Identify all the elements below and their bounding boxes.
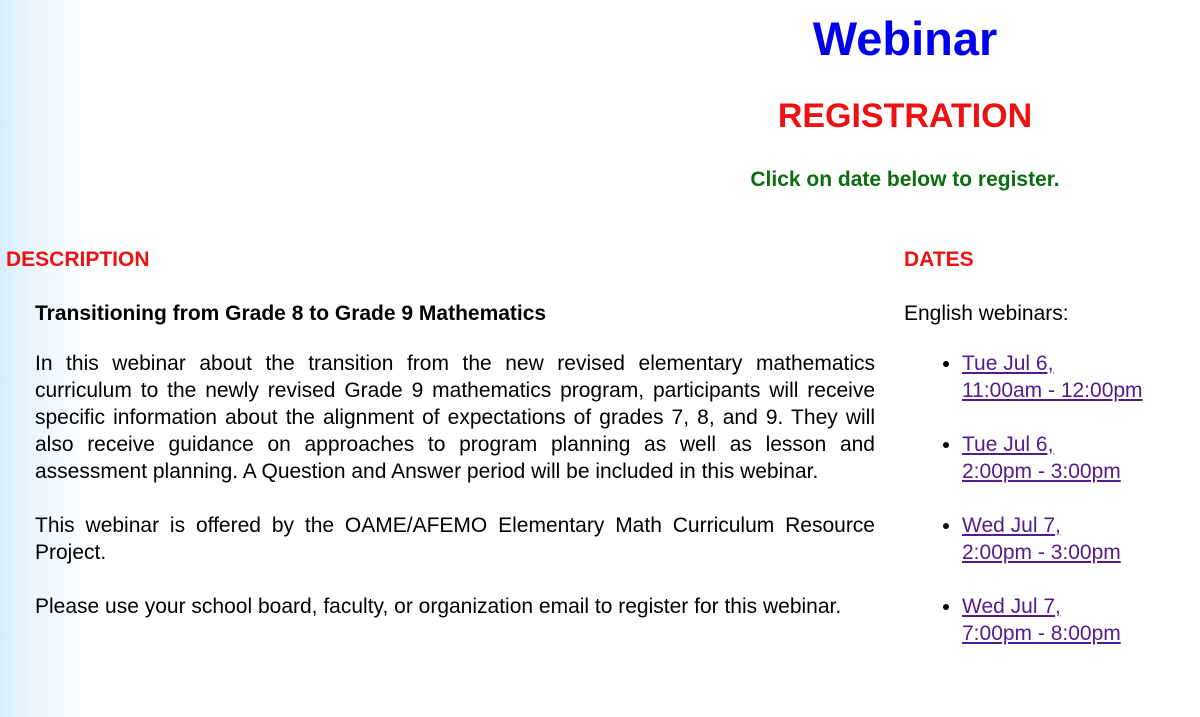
session-day: Tue Jul 6,	[962, 352, 1054, 375]
session-day: Tue Jul 6,	[962, 433, 1054, 456]
session-link[interactable]	[962, 352, 1143, 402]
list-item	[962, 350, 1174, 404]
dates-heading: DATES	[904, 248, 974, 271]
description-paragraph: In this webinar about the transition from the new revised elementary mathematics curriculum to the newly revised Grade 9 mathematics program, participants will receive specific information about the alignment of expectations of grades 7, 8, and 9. They will also receive guidance on approaches to program planning as well as lesson and assessment planning. A Question and Answer period will be included in this webinar.	[35, 352, 875, 483]
page-title: Webinar	[812, 12, 998, 65]
session-link[interactable]	[962, 514, 1121, 564]
session-time: 2:00pm - 3:00pm	[962, 460, 1121, 483]
page-subtitle: REGISTRATION	[777, 97, 1033, 135]
language-label: English webinars:	[904, 302, 1069, 325]
session-day: Wed Jul 7,	[962, 595, 1061, 618]
session-time: 2:00pm - 3:00pm	[962, 541, 1121, 564]
description-section	[35, 300, 875, 647]
list-item	[962, 593, 1174, 647]
session-list	[904, 350, 1174, 674]
list-item	[962, 512, 1174, 566]
course-title: Transitioning from Grade 8 to Grade 9 Mathematics	[35, 302, 547, 325]
session-link[interactable]	[962, 595, 1121, 645]
register-instruction: Click on date below to register.	[750, 168, 1060, 191]
session-time: 7:00pm - 8:00pm	[962, 622, 1121, 645]
session-time: 11:00am - 12:00pm	[962, 379, 1143, 402]
list-item	[962, 431, 1174, 485]
description-paragraph: Please use your school board, faculty, or organization email to register for this webinar.	[35, 595, 842, 618]
description-heading: DESCRIPTION	[6, 248, 150, 271]
session-day: Wed Jul 7,	[962, 514, 1061, 537]
description-paragraph: This webinar is offered by the OAME/AFEMO Elementary Math Curriculum Resource Project.	[35, 514, 875, 564]
session-link[interactable]	[962, 433, 1121, 483]
